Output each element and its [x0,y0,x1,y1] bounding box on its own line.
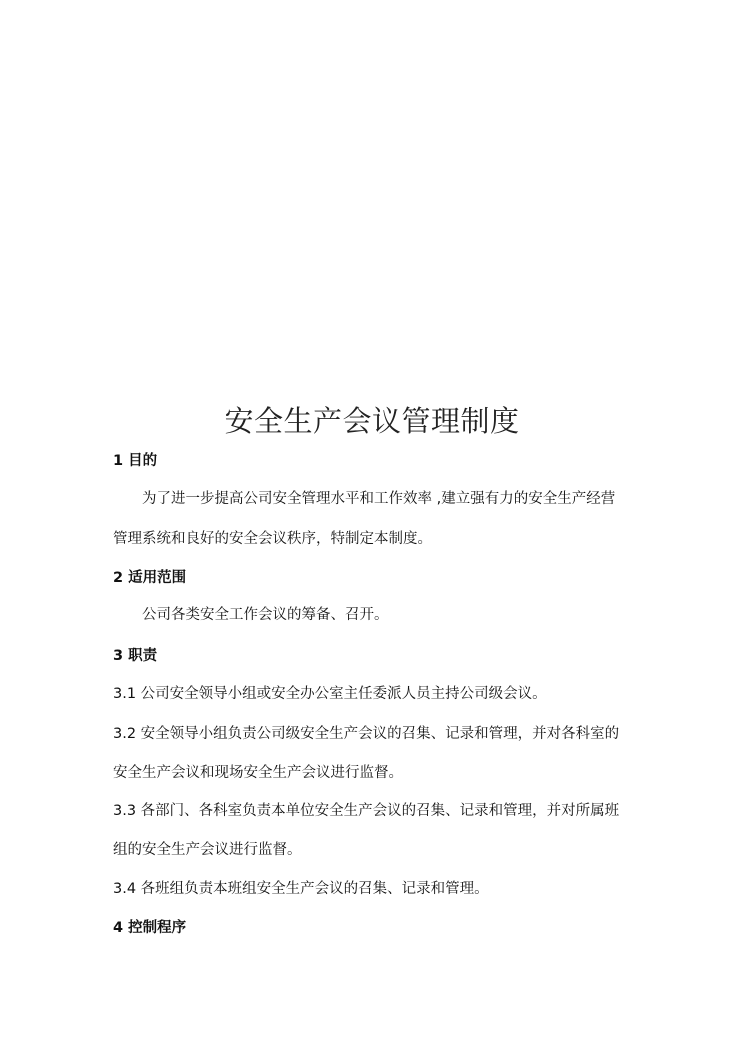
paragraph-line: 管理系统和良好的安全会议秩序，特制定本制度。 [113,531,432,547]
paragraph-line: 为了进一步提高公司安全管理水平和工作效率 ,建立强有力的安全生产经营 [142,491,616,507]
document-title: 安全生产会议管理制度 [224,404,520,438]
paragraph-line: 组的安全生产会议进行监督。 [113,842,302,858]
paragraph-line: 3.3 各部门、各科室负责本单位安全生产会议的召集、记录和管理，并对所属班 [113,803,620,819]
paragraph-line: 公司各类安全工作会议的筹备、召开。 [142,607,389,623]
section-heading-responsibilities: 3 职责 [113,648,158,664]
section-heading-scope: 2 适用范围 [113,570,187,586]
section-heading-control-procedure: 4 控制程序 [113,920,187,936]
paragraph-line: 3.1 公司安全领导小组或安全办公室主任委派人员主持公司级会议。 [113,686,547,702]
paragraph-line: 安全生产会议和现场安全生产会议进行监督。 [113,765,403,781]
section-heading-purpose: 1 目的 [113,453,158,469]
paragraph-line: 3.2 安全领导小组负责公司级安全生产会议的召集、记录和管理，并对各科室的 [113,726,620,742]
paragraph-line: 3.4 各班组负责本班组安全生产会议的召集、记录和管理。 [113,881,489,897]
